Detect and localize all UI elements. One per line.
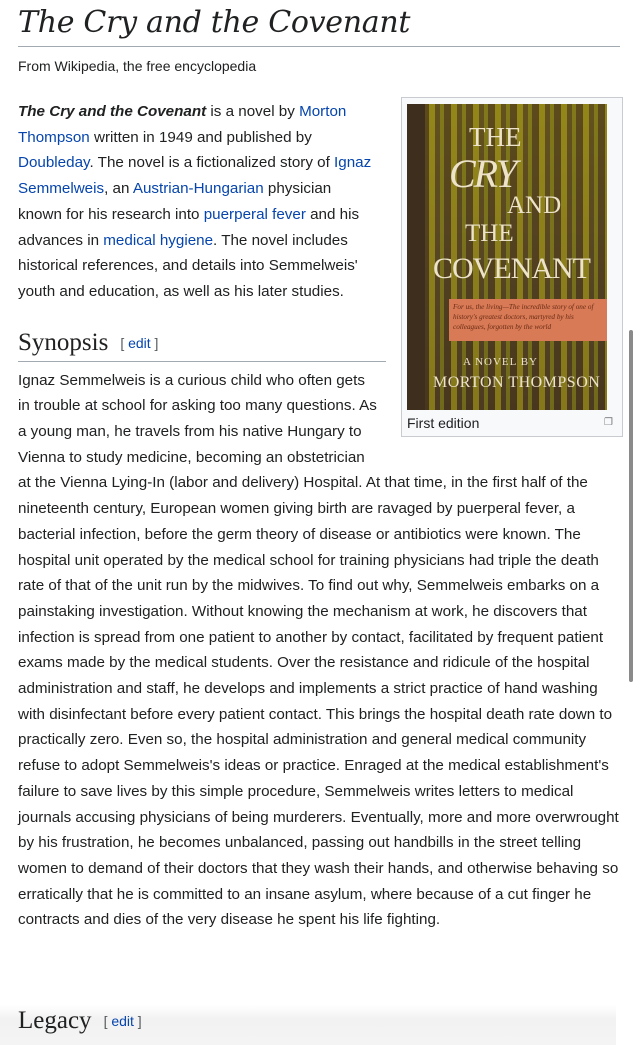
- cover-byline: A NOVEL BY: [463, 356, 538, 368]
- cover-title-cry: CRY: [449, 151, 516, 196]
- heading-text: Legacy: [18, 1007, 92, 1034]
- edit-synopsis-link[interactable]: [ edit ]: [120, 334, 159, 351]
- section-heading-legacy: [18, 1005, 142, 1039]
- tagline: From Wikipedia, the free encyclopedia: [18, 58, 257, 74]
- legacy-section: [0, 1005, 616, 1045]
- book-cover-image[interactable]: [407, 104, 607, 410]
- cover-title-covenant: COVENANT: [433, 252, 590, 285]
- infobox: [401, 97, 623, 437]
- infobox-caption: [407, 414, 617, 432]
- intro-text: . The novel is a fictionalized story of: [89, 154, 335, 172]
- scrollbar[interactable]: [629, 330, 633, 682]
- cover-spine: [407, 104, 425, 410]
- link-morton-thompson[interactable]: Morton Thompson: [18, 103, 347, 146]
- link-medical-hygiene[interactable]: medical hygiene: [103, 231, 214, 249]
- intro-text: and his advances in: [18, 205, 360, 249]
- section-heading-synopsis: [18, 327, 386, 362]
- intro-bold-title: The Cry and the Covenant: [18, 103, 207, 120]
- cover-title-and: AND: [507, 192, 562, 219]
- synopsis-paragraph: Ignaz Semmelweis is a curious child who often gets in trouble at school for asking too many questions. As a young man, he travels from his native Hungary to Vienna to study medicine, becoming an obstetrician at the Vienna Lying-In (labor and delivery) Hospital. At that time, in the first half of the nineteenth century, European women giving birth are ravaged by puerperal fever, a bacterial infection, before the germ theory of disease or antibiotics were known. The hospital unit operated by the medical school for training physicians had triple the death rate of that of the unit run by the midwives. To find out why, Semmelweis embarks on a painstaking investigation. Without knowing the mechanism at work, he discovers that infection is spread from one patient to another by contact, facilitated by frequent patient exams made by the medical students. Over the resistance and ridicule of the hospital administration and staff, he develops and implements a strict practice of hand washing with disinfectant before every patient contact. This brings the hospital death rate down to practically zero. Even so, the hospital administration and general medical community refuse to adopt Semmelweis's ideas or practice. Enraged at the medical establishment's failure to save lives by this simple procedure, Semmelweis writes letters to medical journals accusing physicians of being murderers. Eventually, more and more overwrought by his frustration, he becomes unbalanced, passing out handbills in the street telling women to demand of their doctors that they wash their hands, and otherwise behaving so erratically that he is committed to an insane asylum, where because of a cut finger he contracts and dies of the very disease he spent his life fighting.: [18, 371, 619, 929]
- cover-band: For us, the living—The incredible story of one of history's greatest doctors, martyred by his colleagues, forgotten by the world: [449, 299, 607, 341]
- intro-text: . The novel includes historical references, and details into Semmelweis' youth and education, as well as his later studies.: [18, 231, 358, 300]
- link-puerperal-fever[interactable]: puerperal fever: [203, 205, 306, 223]
- link-ignaz-semmelweis[interactable]: Ignaz Semmelweis: [18, 154, 372, 198]
- intro-text: , an: [104, 180, 133, 198]
- cover-title-the: THE: [469, 122, 522, 152]
- heading-text: Synopsis: [18, 328, 109, 356]
- link-austrian-hungarian[interactable]: Austrian-Hungarian: [132, 180, 264, 198]
- page-title: The Cry and the Covenant: [18, 4, 620, 47]
- cover-author: MORTON THOMPSON: [433, 374, 601, 391]
- article: [18, 0, 620, 933]
- cover-title-the2: THE: [465, 220, 514, 247]
- caption-text: First edition: [407, 415, 480, 431]
- intro-text: is a novel by: [206, 103, 300, 120]
- enlarge-icon[interactable]: ❐: [604, 417, 613, 428]
- edit-legacy-link[interactable]: [ edit ]: [103, 1013, 142, 1029]
- intro-text: physician known for his research into: [18, 180, 332, 223]
- link-doubleday[interactable]: Doubleday: [18, 154, 90, 172]
- intro-text: written in 1949 and published by: [89, 128, 312, 146]
